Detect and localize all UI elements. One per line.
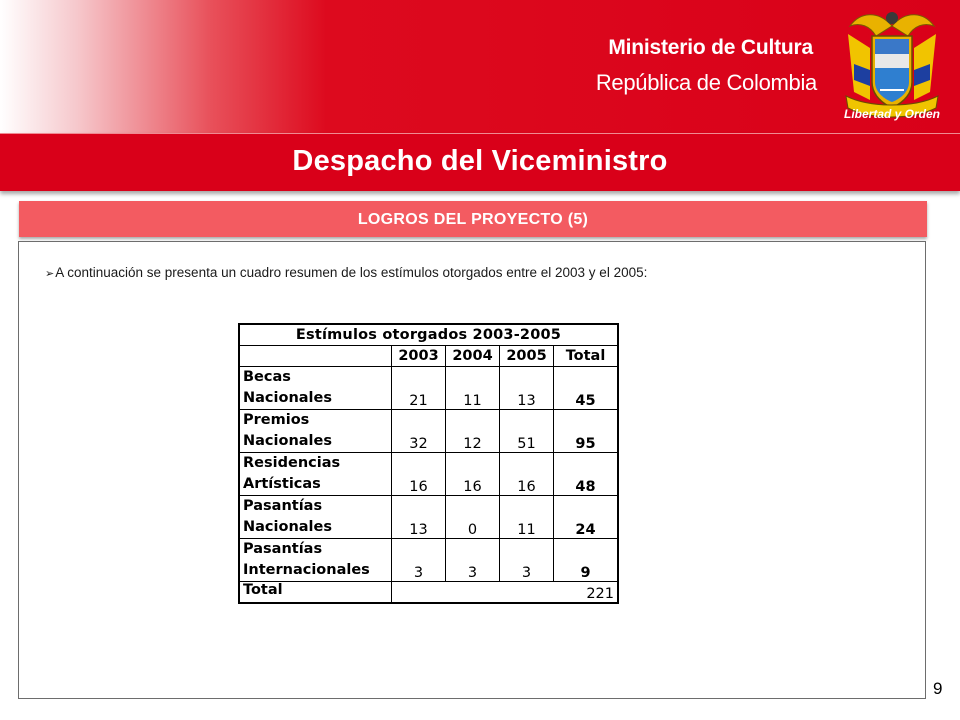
intro-text: A continuación se presenta un cuadro resumen de los estímulos otorgados entre el 2003 y el 2005: [55,265,648,280]
cell-total: 9 [554,539,619,582]
cell-2005: 3 [500,539,554,582]
category-line1: Residencias [243,455,341,471]
cell-2004: 3 [446,539,500,582]
cell-2004: 11 [446,367,500,410]
cell-2003: 21 [392,367,446,410]
cell-2004: 16 [446,453,500,496]
stimulus-table [238,323,619,604]
category-line2: Internacionales [243,562,370,578]
section-title: LOGROS DEL PROYECTO (5) [357,211,589,228]
cell-2004: 12 [446,410,500,453]
header-2005: 2005 [500,346,554,367]
table-header-row [239,346,618,367]
intro-paragraph [45,263,725,284]
cell-2003: 16 [392,453,446,496]
cell-2005: 16 [500,453,554,496]
header-banner [0,0,960,133]
header-2003: 2003 [392,346,446,367]
header-2004: 2004 [446,346,500,367]
table-row [239,539,618,582]
row-category [239,496,392,539]
page-number: 9 [933,679,943,698]
cell-total: 48 [554,453,619,496]
crest-motto: Libertad y Orden [843,107,941,121]
category-line2: Nacionales [243,390,332,406]
table-row [239,367,618,410]
category-line1: Pasantías [243,498,323,514]
category-line2: Nacionales [243,519,332,535]
cell-total: 45 [554,367,619,410]
cell-2005: 51 [500,410,554,453]
category-line1: Becas [243,369,291,385]
category-line1: Premios [243,412,310,428]
cell-2003: 13 [392,496,446,539]
category-line2: Artísticas [243,476,321,492]
cell-2003: 3 [392,539,446,582]
table-row [239,496,618,539]
row-category [239,453,392,496]
cell-2004: 0 [446,496,500,539]
ministry-country: República de Colombia [595,70,817,95]
table-title: Estímulos otorgados 2003-2005 [239,324,618,346]
cell-2005: 13 [500,367,554,410]
table-row [239,410,618,453]
header-empty-cell [239,346,392,367]
total-label: Total [239,582,392,604]
cell-2005: 11 [500,496,554,539]
row-category [239,410,392,453]
page-title: Despacho del Viceministro [292,145,668,177]
cell-2003: 32 [392,410,446,453]
cell-total: 95 [554,410,619,453]
category-line2: Nacionales [243,433,332,449]
row-category [239,539,392,582]
table-row [239,453,618,496]
arrow-bullet-icon: ➢ [45,268,55,280]
cell-total: 24 [554,496,619,539]
header-total: Total [554,346,619,367]
row-category [239,367,392,410]
ministry-name: Ministerio de Cultura [608,36,813,59]
table-total-row [239,582,618,604]
grand-total: 221 [392,582,619,604]
category-line1: Pasantías [243,541,323,557]
table-title-row [239,324,618,346]
